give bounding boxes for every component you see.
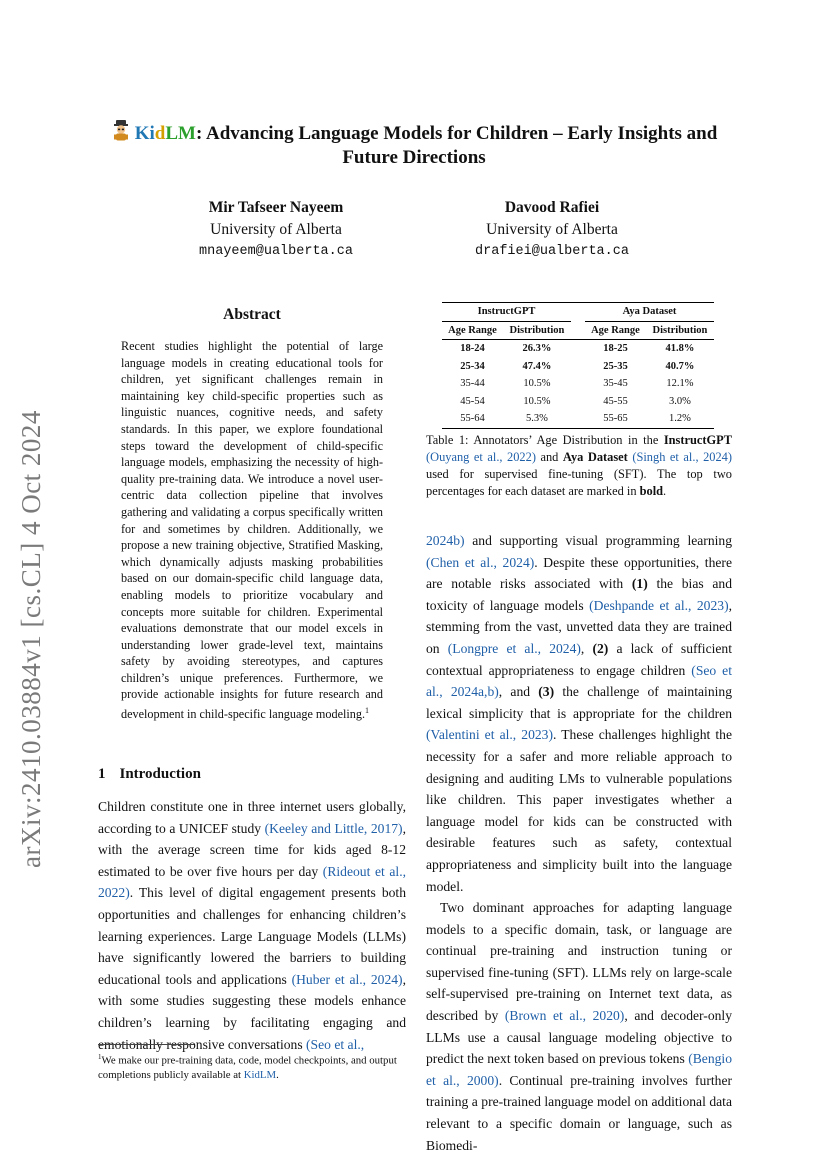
section-title: Introduction [119, 766, 201, 782]
text-run: , with some studies suggesting these models enhance children’s learning by facilitating engaging and emotionally responsive conversations [98, 971, 406, 1052]
citation-link[interactable]: (Keeley and Little, 2017) [264, 820, 403, 836]
text-run: , and decoder-only LLMs use a causal language modeling objective to predict the next token based on previous tokens [426, 1008, 733, 1067]
bold-text: (2) [592, 640, 609, 656]
author-affiliation: University of Alberta [486, 221, 618, 238]
table-cell: 35-44 [460, 378, 485, 389]
citation-link[interactable]: (Seo et al., [306, 1036, 365, 1052]
author-affiliation: University of Alberta [210, 221, 342, 238]
table-row [442, 340, 714, 358]
arxiv-identifier-text: arXiv:2410.03884v1 [cs.CL] 4 Oct 2024 [16, 410, 46, 868]
bold-text: Aya Dataset [562, 450, 628, 464]
citation-link[interactable]: (Rideout et al., 2022) [98, 863, 406, 901]
table-cell: 41.8% [665, 343, 695, 354]
table-header: Age Range [448, 324, 497, 336]
logo-letters-lm: LM [165, 123, 196, 144]
footnote [98, 1050, 406, 1083]
intro-paragraph-right-2 [426, 897, 732, 1156]
section-number: 1 [98, 766, 106, 782]
text-run: used for supervised fine-tuning (SFT). The top two percentages for each dataset are marked in [426, 467, 732, 498]
citation-link[interactable]: (Deshpande et al., 2023) [589, 597, 729, 613]
text-run: . Continual pre-training involves further training a pre-trained language model on additional data relevant to a specific domain or language, such as Biomedi- [426, 1072, 733, 1153]
footnote-text: We make our pre-training data, code, model checkpoints, and output completions publicly available at [98, 1054, 397, 1082]
citation-link[interactable]: (Bengio et al., 2000) [426, 1051, 732, 1088]
table-row [442, 358, 714, 376]
table-cell: 45-54 [460, 395, 485, 407]
author-name: Mir Tafseer Nayeem [208, 199, 344, 216]
table-cell: 3.0% [669, 395, 691, 407]
text-run: the challenge of maintaining lexical simplicity that is appropriate for the children [426, 684, 732, 721]
citation-link[interactable]: (Chen et al., 2024) [426, 554, 535, 570]
table-cell: 12.1% [666, 378, 694, 389]
text-run: a lack of sufficient contextual appropriateness to engage children [426, 640, 732, 678]
table-cell: 55-64 [460, 413, 485, 424]
author-email[interactable]: mnayeem@ualberta.ca [199, 244, 353, 259]
citation-link[interactable]: (Brown et al., 2020) [504, 1008, 625, 1024]
table-header: Distribution [652, 324, 708, 336]
age-distribution-table [442, 302, 714, 429]
citation-link[interactable]: 2024b) [426, 533, 465, 548]
kid-mascot-icon [111, 120, 131, 142]
citation-link[interactable]: (Singh et al., 2024) [632, 450, 732, 464]
table-cell: 25-35 [603, 360, 628, 372]
citation-link[interactable]: (Seo et al., 2024a,b) [426, 662, 732, 700]
bold-text: bold [639, 484, 664, 498]
table-cell: 47.4% [522, 360, 552, 372]
author-block-2 [422, 197, 682, 263]
bold-text: (1) [631, 576, 648, 592]
table-cell: 5.3% [526, 413, 548, 424]
intro-paragraph-right-1 [426, 530, 732, 897]
text-run: Table 1: Annotators’ Age Distribution in the [426, 433, 664, 447]
text-run: Two dominant approaches for adapting language models to a specific domain, task, or language are continual pre-training and instruction tuning or supervised fine-tuning (SFT). LLMs rely on large-scale self-supervised pre-training on Internet text data, as described by [426, 900, 732, 1024]
text-run: . These challenges highlight the necessity for a safer and more reliable approach to designing and auditing LMs to vulnerable populations like children. This paper investigates whether a language model for kids can be constructed with desirable features such as safety, contextual appropriateness and simplicity built into the language model. [426, 727, 732, 894]
title-line-1-text: : Advancing Language Models for Children – Early Insights and [195, 123, 718, 144]
footnote-divider [98, 1044, 194, 1045]
abstract-heading: Abstract [223, 306, 281, 323]
text-run: and supporting visual programming learning [464, 533, 732, 548]
citation-link[interactable]: (Longpre et al., 2024) [447, 640, 581, 656]
table-cell: 55-65 [603, 413, 628, 424]
abstract-text: Recent studies highlight the potential of large language models in creating educational tools for children, yet significant challenges remain in maintaining key child-specific properties such as linguistic nuances, cognitive needs, and safety standards. In this paper, we explore foundational steps toward the development of child-specific language models, emphasizing the necessity of high-quality pre-training data. We introduce a novel user-centric data collection pipeline that involves gathering and validating a corpus specifically written for and sometimes by children. Additionally, we propose a new training objective, Stratified Masking, which dynamically adjusts masking probabilities based on our domain-specific child language data, enabling models to prioritize vocabulary and concepts more suitable for children. Experimental evaluations demonstrate that our model excels in understanding lower grade-level text, maintains safety by avoiding stereotypes, and captures children’s unique preferences. Furthermore, we provide actionable insights for future research and development in child-specific language modeling. [121, 339, 383, 722]
abstract-body [121, 338, 383, 723]
bold-text: InstructGPT [663, 433, 732, 447]
logo-letters-ki: Ki [134, 123, 155, 144]
citation-link[interactable]: (Ouyang et al., 2022) [426, 450, 536, 464]
table-cell: 18-25 [603, 343, 628, 354]
table-caption [426, 432, 732, 500]
footnote-number: 1 [98, 1053, 102, 1061]
author-block-1 [146, 197, 406, 263]
intro-right-column [426, 530, 732, 1156]
text-run: , and [498, 684, 539, 700]
bold-text: (3) [538, 684, 555, 700]
arxiv-identifier-stamp [16, 378, 46, 898]
text-run: , stemming from the vast, unvetted data they are trained on [426, 597, 732, 656]
logo-letter-d: d [154, 123, 166, 144]
text-run: . Despite these opportunities, there are notable risks associated with [426, 554, 732, 592]
table-cell: 25-34 [460, 360, 485, 372]
table-cell: 35-45 [603, 378, 628, 389]
text-run: , [580, 640, 593, 656]
citation-link[interactable]: (Huber et al., 2024) [291, 971, 403, 987]
title-line-2: Future Directions [342, 147, 486, 168]
table-cell: 26.3% [522, 343, 552, 354]
table-cell: 10.5% [523, 395, 551, 407]
footnote-end: . [276, 1069, 279, 1082]
table-cell: 10.5% [523, 378, 551, 389]
table-row [442, 375, 714, 393]
text-run: . This level of digital engagement presents both opportunities and challenges for enhancing children’s learning experiences. Large Language Models (LLMs) have significantly lowered the barriers to building educational tools and applications [98, 885, 406, 987]
author-email[interactable]: drafiei@ualberta.ca [475, 244, 629, 259]
citation-link[interactable]: (Valentini et al., 2023) [426, 727, 553, 743]
text-run: . [663, 484, 667, 498]
section-heading [98, 766, 201, 783]
text-run: , with the average screen time for kids aged 8-12 estimated to be over five hours per day [98, 820, 406, 879]
table-header: Distribution [509, 324, 565, 336]
table-cell: 1.2% [669, 413, 691, 424]
table-cell: 40.7% [665, 360, 695, 372]
intro-paragraph-left [98, 796, 406, 1055]
table-group-instructgpt: InstructGPT [442, 303, 571, 322]
table-row [442, 410, 714, 428]
paper-title [96, 120, 732, 170]
table-header: Age Range [591, 324, 640, 336]
table-group-aya: Aya Dataset [585, 303, 714, 322]
title-line-1 [96, 120, 732, 146]
author-name: Davood Rafiei [504, 199, 600, 216]
footnote-marker[interactable]: 1 [365, 706, 370, 716]
kidlm-link[interactable]: KidLM [243, 1069, 277, 1082]
table-row [442, 393, 714, 411]
table-cell: 45-55 [603, 395, 628, 407]
text-run: and [535, 450, 563, 464]
table-cell: 18-24 [460, 343, 485, 354]
text-run: the bias and toxicity of language models [426, 576, 732, 613]
text-run: Children constitute one in three internet users globally, according to a UNICEF study [98, 799, 406, 836]
